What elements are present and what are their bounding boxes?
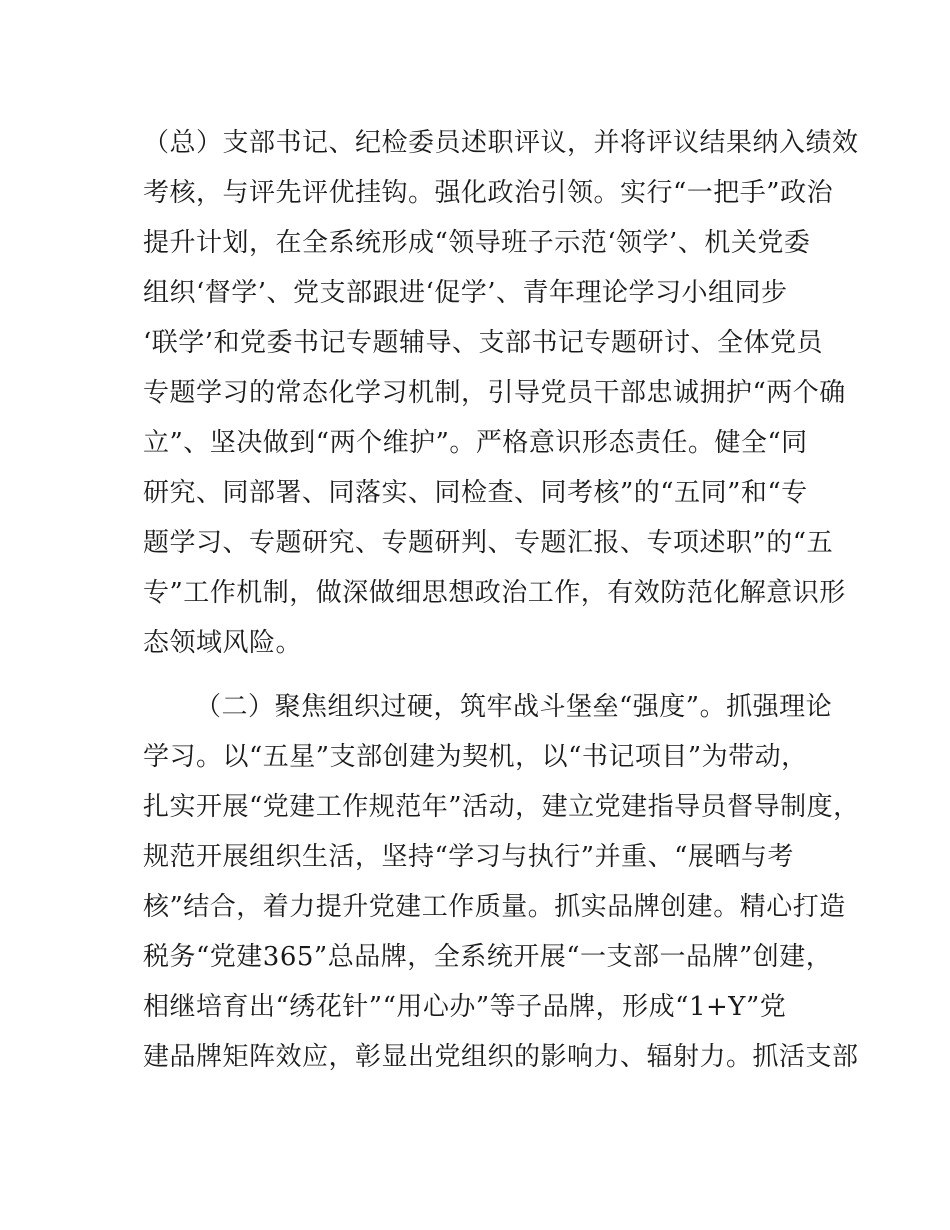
paragraph-1-line-1: （总）支部书记、纪检委员述职评议，并将评议结果纳入绩效 <box>143 128 859 158</box>
paragraph-1-line-11: 态领域风险。 <box>143 628 303 658</box>
paragraph-2-line-3: 扎实开展“党建工作规范年”活动，建立党建指导员督导制度， <box>143 792 860 822</box>
paragraph-1-line-8: 研究、同部署、同落实、同检查、同考核”的“五同”和“专 <box>143 478 808 508</box>
paragraph-1-line-2: 考核，与评先评优挂钩。强化政治引领。实行“一把手”政治 <box>143 178 834 208</box>
paragraph-2-line-4: 规范开展组织生活，坚持“学习与执行”并重、“展晒与考 <box>143 842 794 872</box>
paragraph-2-line-6: 税务“党建365”总品牌，全系统开展“一支部一品牌”创建， <box>143 942 833 972</box>
paragraph-1-line-5: ‘联学’和党委书记专题辅导、支部书记专题研讨、全体党员 <box>143 328 824 358</box>
paragraph-1-line-7: 立”、坚决做到“两个维护”。严格意识形态责任。健全“同 <box>143 428 808 458</box>
paragraph-1-line-9: 题学习、专题研究、专题研判、专题汇报、专项述职”的“五 <box>143 528 834 558</box>
paragraph-2-line-2: 学习。以“五星”支部创建为契机，以“书记项目”为带动， <box>143 742 808 772</box>
paragraph-2-line-8: 建品牌矩阵效应，彰显出党组织的影响力、辐射力。抓活支部 <box>143 1042 859 1072</box>
paragraph-1-line-3: 提升计划，在全系统形成“领导班子示范‘领学’、机关党委 <box>143 228 811 258</box>
paragraph-2-line-7: 相继培育出“绣花针”“用心办”等子品牌，形成“1+Y”党 <box>143 992 787 1022</box>
paragraph-2-line-5: 核”结合，着力提升党建工作质量。抓实品牌创建。精心打造 <box>143 892 846 922</box>
paragraph-1-line-4: 组织‘督学’、党支部跟进‘促学’、青年理论学习小组同步 <box>143 278 788 308</box>
paragraph-2-line-1: （二）聚焦组织过硬，筑牢战斗堡垒“强度”。抓强理论 <box>195 692 833 722</box>
paragraph-1-line-10: 专”工作机制，做深做细思想政治工作，有效防范化解意识形 <box>143 578 846 608</box>
paragraph-1-line-6: 专题学习的常态化学习机制，引导党员干部忠诚拥护“两个确 <box>143 378 846 408</box>
